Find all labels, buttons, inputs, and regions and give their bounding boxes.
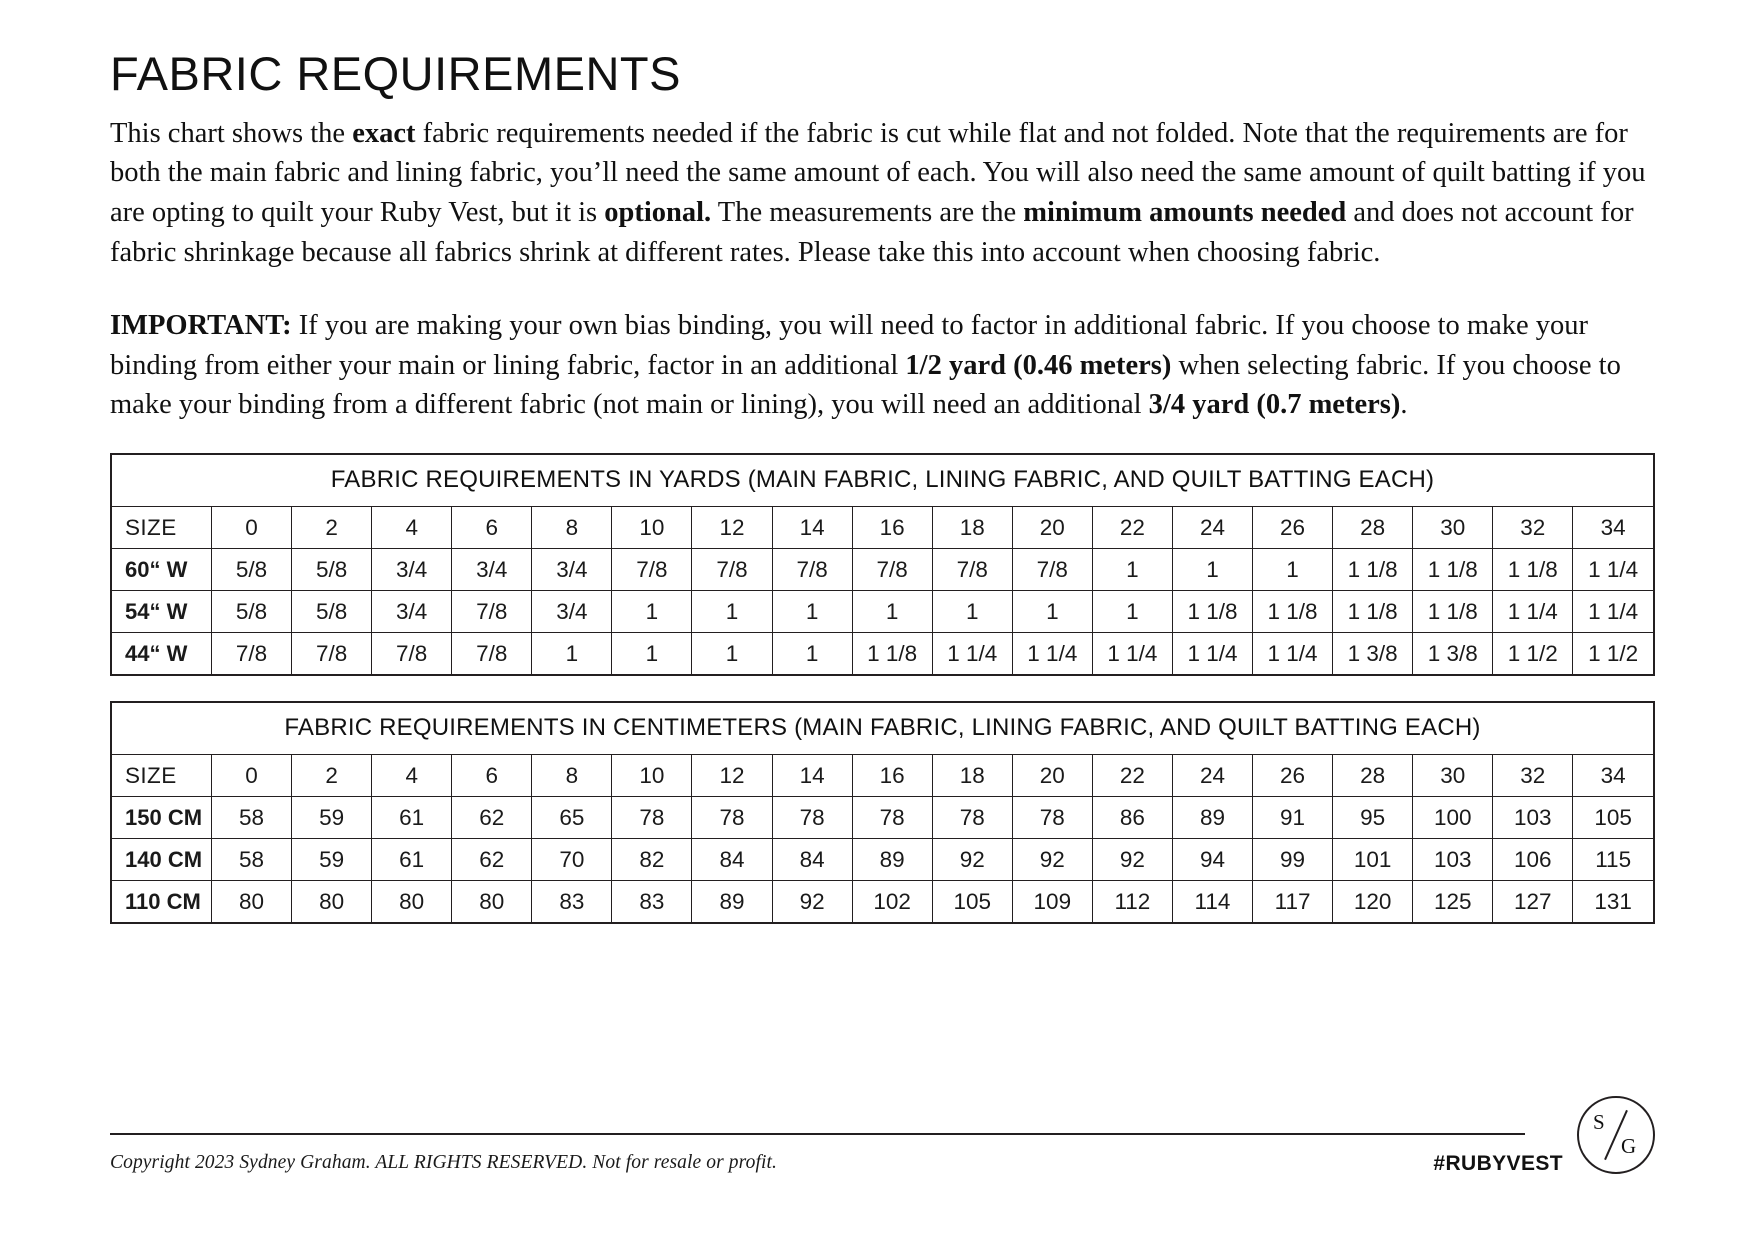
cell: 7/8: [932, 549, 1012, 591]
cell: 102: [852, 881, 932, 923]
important-text-1: If you are making your own bias binding, you will need to factor in additional fabric. If you choose to make your binding from either your main or lining fabric, factor in an additional: [110, 310, 1589, 381]
size-col: 12: [692, 755, 772, 797]
cell: 1 1/8: [1333, 549, 1413, 591]
page-title: FABRIC REQUIREMENTS: [110, 47, 681, 100]
yards-table: [112, 506, 1653, 674]
cell: 1 1/4: [1573, 591, 1653, 633]
cell: 1 1/8: [1172, 591, 1252, 633]
cell: 1: [1092, 549, 1172, 591]
cell: 1 1/4: [1493, 591, 1573, 633]
cell: 84: [692, 839, 772, 881]
logo-letter-s: S: [1593, 1110, 1605, 1134]
important-paragraph: [110, 306, 1655, 425]
row-label: 150 CM: [112, 797, 212, 839]
intro-text-2: fabric requirements needed if the fabric is cut while flat and not folded. Note that the requirements are for both the main fabric and lining fabric, you’ll need the same amount of each. You will also need the same amount of quilt batting if you are opting to quilt your Ruby Vest, but it is: [110, 117, 1646, 228]
table-row: [112, 839, 1653, 881]
cell: 1 1/2: [1573, 633, 1653, 675]
size-col: 24: [1172, 507, 1252, 549]
size-col: 2: [292, 507, 372, 549]
cell: 1 1/8: [852, 633, 932, 675]
cell: 89: [852, 839, 932, 881]
cell: 80: [292, 881, 372, 923]
cell: 1 1/4: [1172, 633, 1252, 675]
cell: 1: [772, 591, 852, 633]
cell: 62: [452, 797, 532, 839]
cell: 78: [852, 797, 932, 839]
row-label: 140 CM: [112, 839, 212, 881]
cell: 7/8: [452, 633, 532, 675]
table-row: [112, 633, 1653, 675]
cell: 114: [1172, 881, 1252, 923]
size-col: 8: [532, 755, 612, 797]
row-label: 60“ W: [112, 549, 212, 591]
cell: 94: [1172, 839, 1252, 881]
cell: 92: [932, 839, 1012, 881]
cell: 106: [1493, 839, 1573, 881]
cell: 1 1/8: [1333, 591, 1413, 633]
copyright-text: Copyright 2023 Sydney Graham. ALL RIGHTS RESERVED. Not for resale or profit.: [110, 1152, 777, 1173]
cell: 7/8: [612, 549, 692, 591]
cell: 125: [1413, 881, 1493, 923]
row-label: 54“ W: [112, 591, 212, 633]
cell: 3/4: [532, 549, 612, 591]
cell: 59: [292, 839, 372, 881]
size-col: 28: [1333, 755, 1413, 797]
size-col: 32: [1493, 507, 1573, 549]
cell: 101: [1333, 839, 1413, 881]
cell: 5/8: [292, 591, 372, 633]
cell: 59: [292, 797, 372, 839]
size-col: 20: [1012, 507, 1092, 549]
cell: 1 3/8: [1413, 633, 1493, 675]
cell: 7/8: [212, 633, 292, 675]
cell: 58: [212, 839, 292, 881]
size-col: 26: [1253, 507, 1333, 549]
cell: 7/8: [452, 591, 532, 633]
intro-text-3: The measurements are the: [711, 196, 1024, 228]
cell: 82: [612, 839, 692, 881]
row-label: 44“ W: [112, 633, 212, 675]
size-col: 28: [1333, 507, 1413, 549]
size-col: 12: [692, 507, 772, 549]
cell: 105: [932, 881, 1012, 923]
size-col: 4: [372, 507, 452, 549]
intro-text-1: This chart shows the: [110, 117, 353, 149]
cell: 61: [372, 797, 452, 839]
cell: 1 1/8: [1413, 549, 1493, 591]
cell: 120: [1333, 881, 1413, 923]
cell: 1: [692, 633, 772, 675]
logo-letter-g: G: [1621, 1134, 1637, 1158]
cell: 7/8: [772, 549, 852, 591]
cell: 127: [1493, 881, 1573, 923]
cell: 78: [1012, 797, 1092, 839]
size-col: 22: [1092, 755, 1172, 797]
size-col: 14: [772, 755, 852, 797]
size-col: 2: [292, 755, 372, 797]
cell: 78: [772, 797, 852, 839]
cell: 89: [1172, 797, 1252, 839]
intro-bold-optional: optional.: [604, 196, 712, 228]
cell: 1 1/4: [1573, 549, 1653, 591]
important-bold-half-yard: 1/2 yard (0.46 meters): [905, 349, 1172, 381]
cell: 3/4: [372, 549, 452, 591]
cell: 95: [1333, 797, 1413, 839]
cell: 109: [1012, 881, 1092, 923]
size-col: 20: [1012, 755, 1092, 797]
cell: 103: [1493, 797, 1573, 839]
cell: 78: [612, 797, 692, 839]
size-col: 16: [852, 507, 932, 549]
cell: 1: [692, 591, 772, 633]
size-col: 30: [1413, 507, 1493, 549]
cell: 112: [1092, 881, 1172, 923]
cell: 70: [532, 839, 612, 881]
size-col: 6: [452, 755, 532, 797]
size-header: SIZE: [112, 507, 212, 549]
cell: 1 1/8: [1413, 591, 1493, 633]
size-col: 4: [372, 755, 452, 797]
cell: 1: [852, 591, 932, 633]
table-row: [112, 549, 1653, 591]
cell: 92: [772, 881, 852, 923]
cell: 84: [772, 839, 852, 881]
cell: 80: [372, 881, 452, 923]
cell: 80: [452, 881, 532, 923]
important-bold-three-quarter-yard: 3/4 yard (0.7 meters): [1148, 389, 1401, 421]
document-page: [110, 0, 1655, 1240]
cell: 80: [212, 881, 292, 923]
cell: 1 1/8: [1253, 591, 1333, 633]
centimeters-table-caption: FABRIC REQUIREMENTS IN CENTIMETERS (MAIN FABRIC, LINING FABRIC, AND QUILT BATTING EACH): [284, 714, 1481, 742]
footer-divider: [110, 1133, 1525, 1135]
cell: 62: [452, 839, 532, 881]
size-col: 6: [452, 507, 532, 549]
cell: 1: [932, 591, 1012, 633]
brand-logo: [1577, 1096, 1655, 1174]
cell: 86: [1092, 797, 1172, 839]
cell: 1 1/4: [1092, 633, 1172, 675]
centimeters-table-container: [110, 701, 1655, 924]
cell: 1: [612, 591, 692, 633]
cell: 89: [692, 881, 772, 923]
cell: 7/8: [372, 633, 452, 675]
table-row: [112, 797, 1653, 839]
size-col: 34: [1573, 507, 1653, 549]
cell: 5/8: [212, 549, 292, 591]
size-col: 14: [772, 507, 852, 549]
cell: 131: [1573, 881, 1653, 923]
cell: 117: [1253, 881, 1333, 923]
size-col: 18: [932, 755, 1012, 797]
cell: 7/8: [292, 633, 372, 675]
size-col: 0: [212, 507, 292, 549]
cell: 83: [532, 881, 612, 923]
cell: 1 1/8: [1493, 549, 1573, 591]
cell: 99: [1253, 839, 1333, 881]
size-col: 34: [1573, 755, 1653, 797]
cell: 103: [1413, 839, 1493, 881]
cell: 78: [932, 797, 1012, 839]
cell: 1: [612, 633, 692, 675]
cell: 1: [772, 633, 852, 675]
cell: 1: [1092, 591, 1172, 633]
cell: 7/8: [692, 549, 772, 591]
cell: 7/8: [852, 549, 932, 591]
cell: 1 3/8: [1333, 633, 1413, 675]
size-col: 24: [1172, 755, 1252, 797]
cell: 61: [372, 839, 452, 881]
size-col: 32: [1493, 755, 1573, 797]
intro-paragraph: [110, 114, 1655, 272]
cell: 1 1/4: [1012, 633, 1092, 675]
intro-bold-exact: exact: [352, 117, 416, 149]
size-col: 10: [612, 507, 692, 549]
hashtag-text: #RUBYVEST: [1433, 1152, 1563, 1175]
cell: 5/8: [292, 549, 372, 591]
table-row: [112, 881, 1653, 923]
size-col: 22: [1092, 507, 1172, 549]
cell: 115: [1573, 839, 1653, 881]
important-text-3: .: [1400, 389, 1408, 421]
size-col: 0: [212, 755, 292, 797]
cell: 7/8: [1012, 549, 1092, 591]
cell: 1 1/2: [1493, 633, 1573, 675]
cell: 3/4: [372, 591, 452, 633]
table-header-row: [112, 755, 1653, 797]
size-col: 30: [1413, 755, 1493, 797]
size-col: 10: [612, 755, 692, 797]
cell: 5/8: [212, 591, 292, 633]
cell: 1: [1253, 549, 1333, 591]
cell: 1: [1012, 591, 1092, 633]
cell: 1: [1172, 549, 1252, 591]
cell: 1 1/4: [932, 633, 1012, 675]
intro-bold-minimum: minimum amounts needed: [1023, 196, 1347, 228]
row-label: 110 CM: [112, 881, 212, 923]
intro-text-4: and does not account for fabric shrinkage because all fabrics shrink at different rates. Please take this into account when choosing fabric.: [110, 196, 1634, 268]
yards-table-container: [110, 453, 1655, 676]
cell: 100: [1413, 797, 1493, 839]
table-header-row: [112, 507, 1653, 549]
cell: 91: [1253, 797, 1333, 839]
cell: 3/4: [532, 591, 612, 633]
size-col: 8: [532, 507, 612, 549]
cell: 65: [532, 797, 612, 839]
cell: 1 1/4: [1253, 633, 1333, 675]
important-label: IMPORTANT:: [110, 310, 292, 342]
size-col: 18: [932, 507, 1012, 549]
size-col: 26: [1253, 755, 1333, 797]
cell: 78: [692, 797, 772, 839]
cell: 105: [1573, 797, 1653, 839]
cell: 83: [612, 881, 692, 923]
cell: 92: [1012, 839, 1092, 881]
size-header: SIZE: [112, 755, 212, 797]
size-col: 16: [852, 755, 932, 797]
cell: 92: [1092, 839, 1172, 881]
cell: 58: [212, 797, 292, 839]
yards-table-caption: FABRIC REQUIREMENTS IN YARDS (MAIN FABRIC, LINING FABRIC, AND QUILT BATTING EACH): [330, 466, 1435, 494]
table-row: [112, 591, 1653, 633]
centimeters-table: [112, 754, 1653, 922]
cell: 1: [532, 633, 612, 675]
important-text-2: when selecting fabric. If you choose to make your binding from a different fabric (not main or lining), you will need an additional: [110, 349, 1621, 421]
cell: 3/4: [452, 549, 532, 591]
